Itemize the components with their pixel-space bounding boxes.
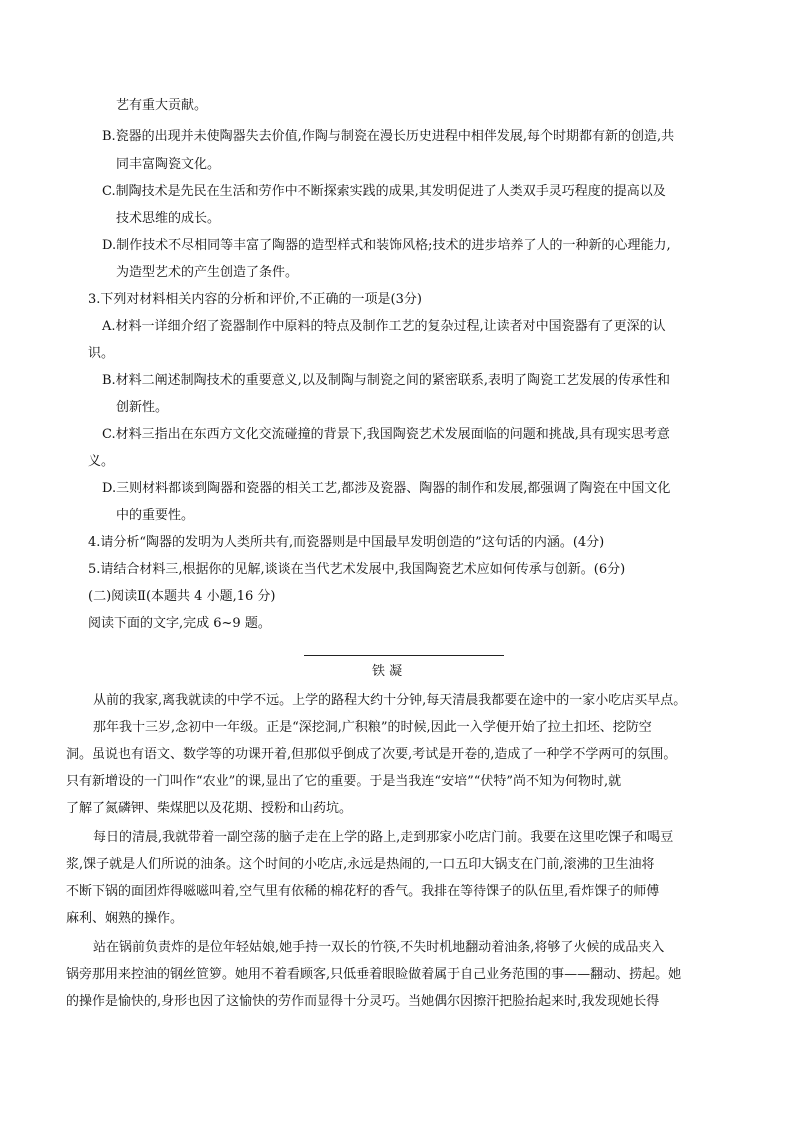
paragraph-line: 的操作是愉快的,身形也因了这愉快的劳作而显得十分灵巧。当她偶尔因擦汗把脸抬起来时,我发现她长得 [66, 994, 660, 1009]
text-line: 义。 [88, 454, 115, 469]
paragraph-line: 站在锅前负责炸的是位年轻姑娘,她手持一双长的竹筷,不失时机地翻动着油条,将够了火候的成品夹入 [93, 940, 665, 955]
text-line: 艺有重大贡献。 [116, 98, 208, 113]
paragraph-line: 每日的清晨,我就带着一副空荡的脑子走在上学的路上,走到那家小吃店门前。我要在这里吃馃子和喝豆 [93, 830, 674, 845]
text-line: 技术思维的成长。 [116, 211, 221, 226]
option-c: C.材料三指出在东西方文化交流碰撞的背景下,我国陶瓷艺术发展面临的问题和挑战,具有现实思考意 [102, 427, 670, 442]
option-b: B.瓷器的出现并未使陶器失去价值,作陶与制瓷在漫长历史进程中相伴发展,每个时期都有新的创造,共 [102, 129, 675, 144]
option-a: A.材料一详细介绍了瓷器制作中原料的特点及制作工艺的复杂过程,让读者对中国瓷器有了更深的认 [102, 319, 666, 334]
option-c: C.制陶技术是先民在生活和劳作中不断探索实践的成果,其发明促进了人类双手灵巧程度的提高以及 [102, 184, 666, 199]
question-4: 4.请分析“陶器的发明为人类所共有,而瓷器则是中国最早发明创造的”这句话的内涵。(4分) [88, 535, 605, 550]
paragraph-line: 麻利、娴熟的操作。 [66, 911, 184, 926]
question-5: 5.请结合材料三,根据你的见解,谈谈在当代艺术发展中,我国陶瓷艺术应如何传承与创新。(6分) [88, 562, 626, 577]
paragraph-line: 洞。虽说也有语文、数学等的功课开着,但那似乎倒成了次要,考试是开卷的,造成了一种学不学两可的氛围。 [66, 747, 677, 762]
paragraph-line: 了解了氮磷钾、柴煤肥以及花期、授粉和山药坑。 [66, 801, 353, 816]
section-heading: (二)阅读Ⅱ(本题共 4 小题,16 分) [88, 589, 276, 604]
paragraph-line: 那年我十三岁,念初中一年级。正是“深挖洞,广积粮”的时候,因此一入学便开始了拉土扣坯、挖防空 [93, 720, 652, 735]
text-line: 识。 [88, 346, 115, 361]
option-b: B.材料二阐述制陶技术的重要意义,以及制陶与制瓷之间的紧密联系,表明了陶瓷工艺发展的传承性和 [102, 373, 670, 388]
text-line: 创新性。 [116, 400, 169, 415]
text-line: 为造型艺术的产生创造了条件。 [116, 265, 299, 280]
text-line: 同丰富陶瓷文化。 [116, 157, 221, 172]
paragraph-line: 只有新增设的一门叫作“农业”的课,显出了它的重要。于是当我连“安培”“伏特”尚不知为何物时,就 [66, 774, 622, 789]
paragraph-line: 浆,馃子就是人们所说的油条。这个时间的小吃店,永远是热闹的,一口五印大锅支在门前,滚沸的卫生油将 [66, 857, 655, 872]
title-rule [304, 655, 504, 656]
paragraph-line: 不断下锅的面团炸得嗞嗞叫着,空气里有依稀的棉花籽的香气。我排在等待馃子的队伍里,看炸馃子的师傅 [66, 884, 660, 899]
reading-instruction: 阅读下面的文字,完成 6~9 题。 [88, 616, 271, 631]
paragraph-line: 锅旁那用来控油的钢丝笸箩。她用不着看顾客,只低垂着眼睑做着属于自己业务范围的事——翻动、捞起。她 [66, 967, 682, 982]
text-line: 中的重要性。 [116, 508, 195, 523]
option-d: D.三则材料都谈到陶器和瓷器的相关工艺,都涉及瓷器、陶器的制作和发展,都强调了陶瓷在中国文化 [102, 481, 671, 496]
author-title: 铁 凝 [372, 664, 403, 679]
paragraph-line: 从前的我家,离我就读的中学不远。上学的路程大约十分钟,每天清晨我都要在途中的一家小吃店买早点。 [93, 693, 687, 708]
option-d: D.制作技术不尽相同等丰富了陶器的造型样式和装饰风格;技术的进步培养了人的一种新的心理能力, [102, 238, 671, 253]
question-3: 3.下列对材料相关内容的分析和评价,不正确的一项是(3分) [88, 292, 422, 307]
